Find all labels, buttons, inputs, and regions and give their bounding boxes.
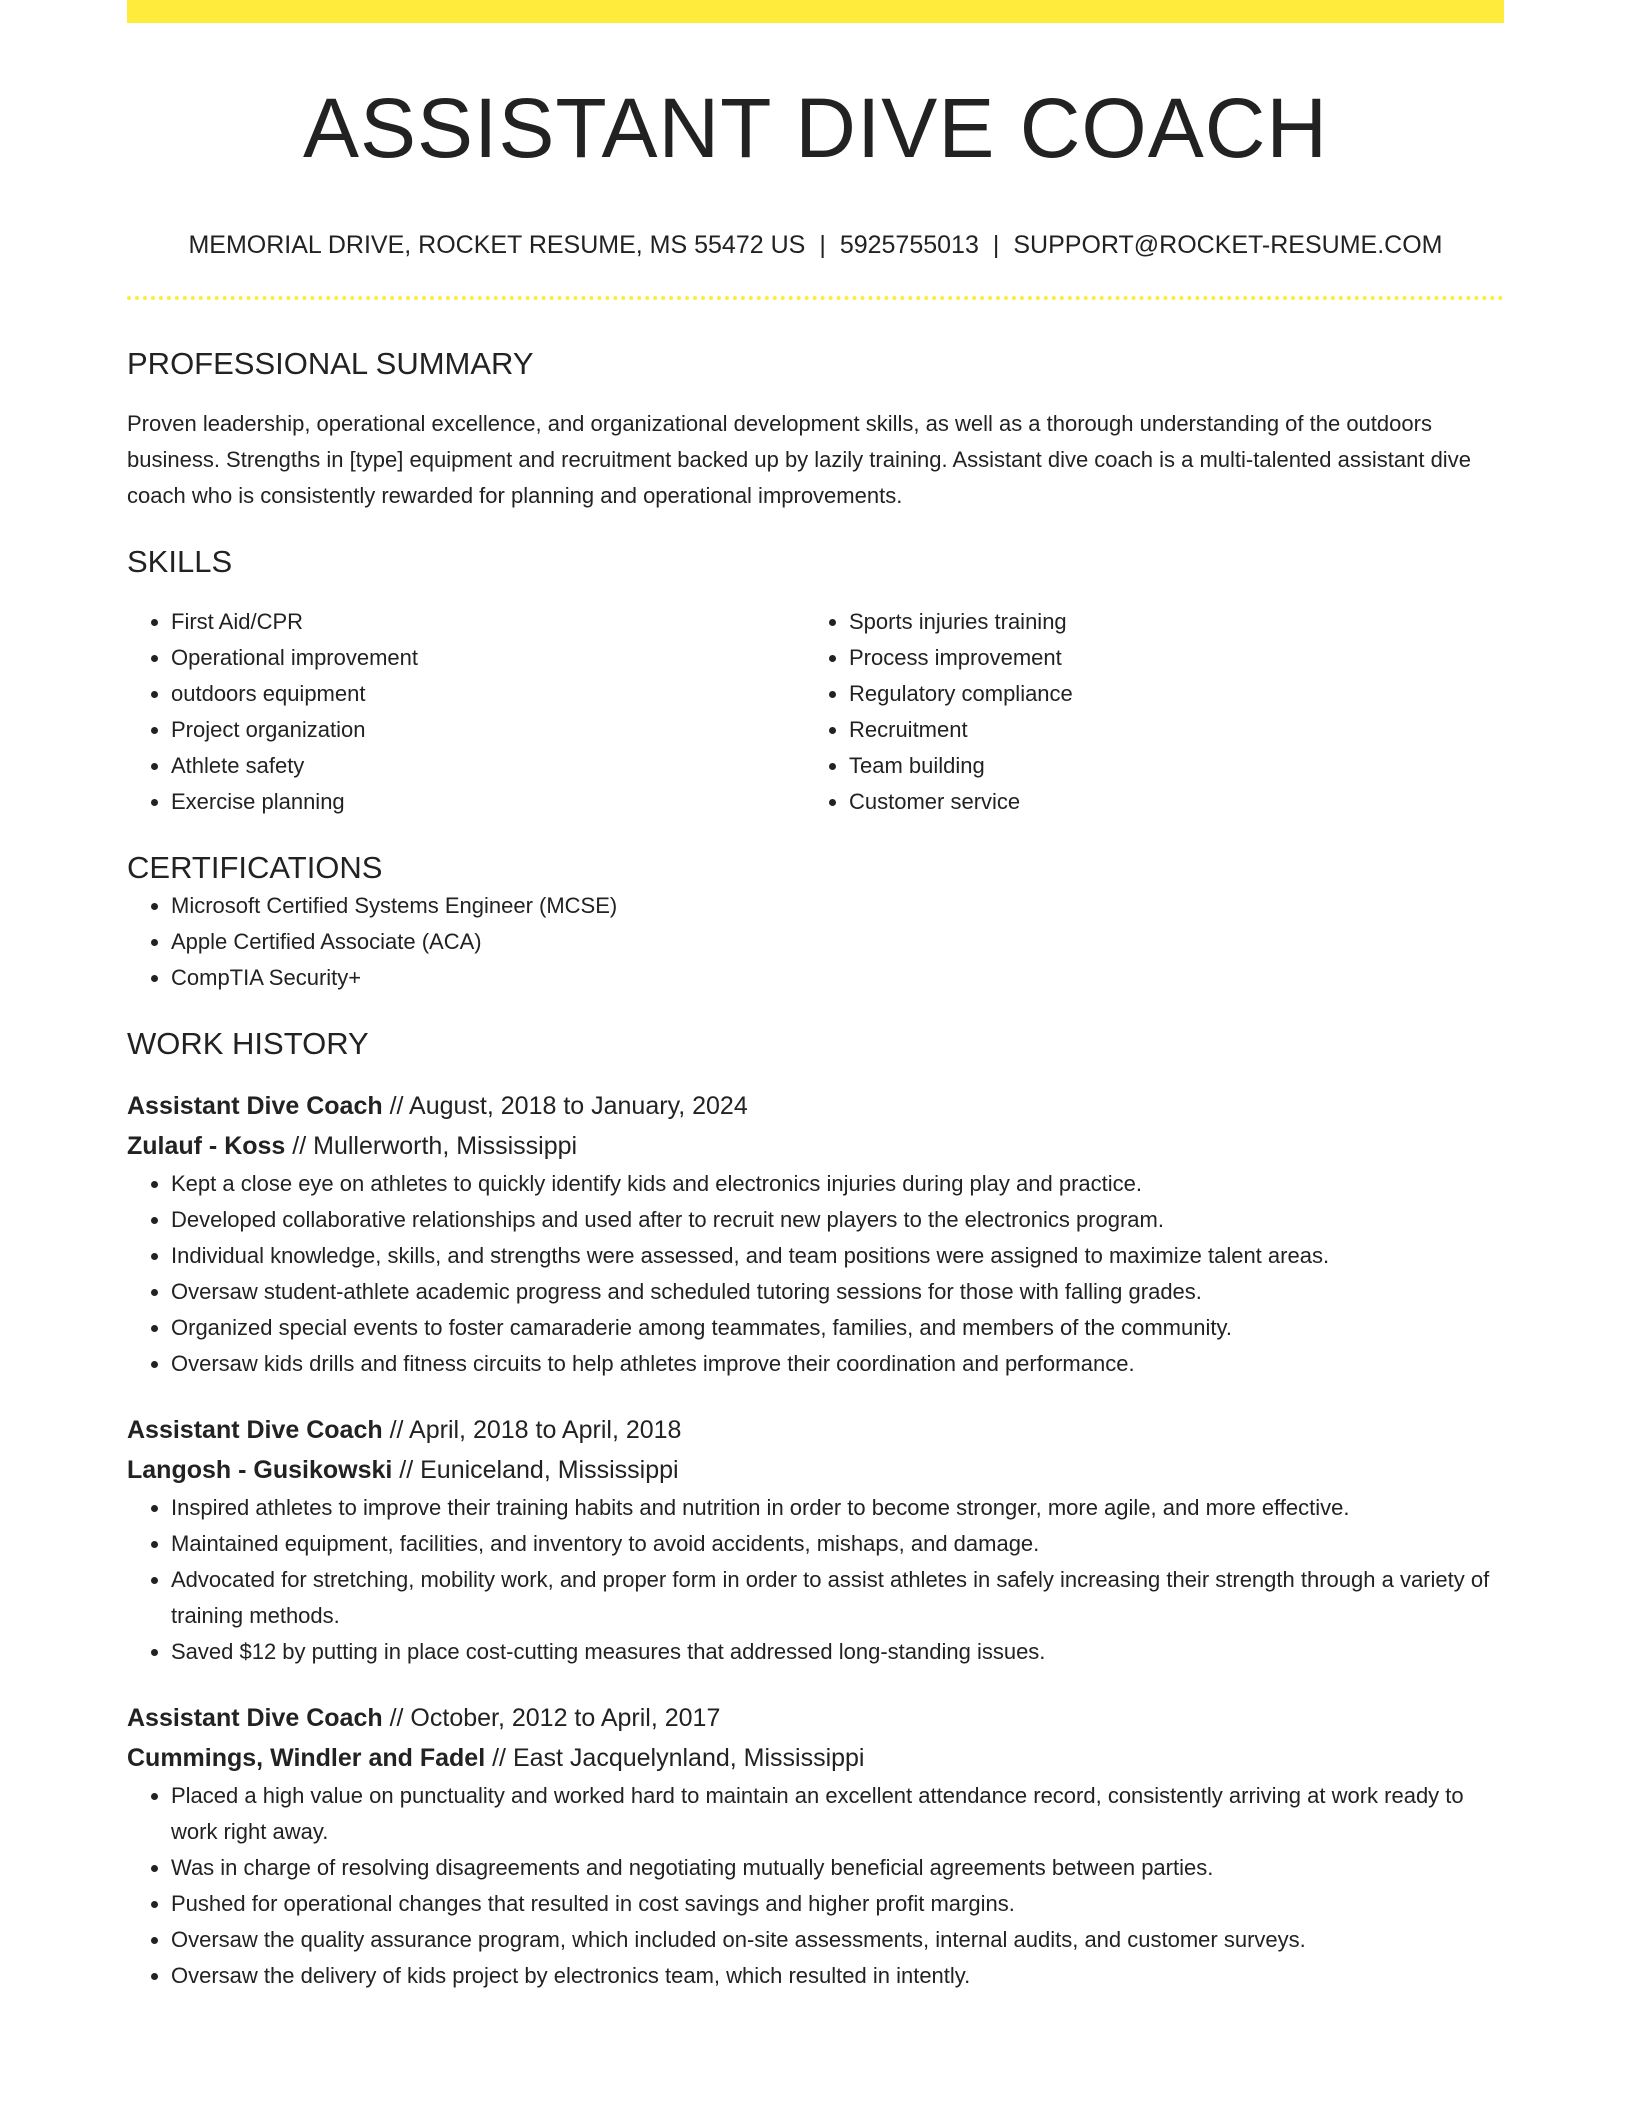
certification-item: • Microsoft Certified Systems Engineer (MCSE) xyxy=(171,888,1504,924)
job-bullet: • Kept a close eye on athletes to quickly identify kids and electronics injuries during play and practice. xyxy=(171,1166,1504,1202)
job-company: Cummings, Windler and Fadel xyxy=(127,1744,486,1772)
job-bullet: • Placed a high value on punctuality and worked hard to maintain an excellent attendance record, consistently arriving at work ready to work right away. xyxy=(171,1778,1504,1850)
job-bullet: • Oversaw kids drills and fitness circuits to help athletes improve their coordination and performance. xyxy=(171,1346,1504,1382)
job-dates: // August, 2018 to January, 2024 xyxy=(382,1092,748,1120)
job-title: Assistant Dive Coach xyxy=(127,1704,383,1732)
skills-list-left xyxy=(127,604,805,820)
skill-item: • Sports injuries training xyxy=(849,604,1483,640)
certification-item: • Apple Certified Associate (ACA) xyxy=(171,924,1504,960)
job-location: // East Jacquelynland, Mississippi xyxy=(485,1744,865,1772)
job-bullet: • Oversaw the quality assurance program, which included on-site assessments, internal audits, and customer surveys. xyxy=(171,1922,1504,1958)
skill-item: • Process improvement xyxy=(849,640,1483,676)
job-bullet: • Organized special events to foster camaraderie among teammates, families, and members of the community. xyxy=(171,1310,1504,1346)
job-bullet: • Pushed for operational changes that resulted in cost savings and higher profit margins. xyxy=(171,1886,1504,1922)
job-location: // Mullerworth, Mississippi xyxy=(285,1132,578,1160)
job-bullet: • Oversaw the delivery of kids project by electronics team, which resulted in intently. xyxy=(171,1958,1504,1994)
skill-item: • Team building xyxy=(849,748,1483,784)
contact-separator: | xyxy=(992,231,1000,259)
resume-content xyxy=(127,0,1504,1994)
summary-heading: PROFESSIONAL SUMMARY xyxy=(127,346,534,381)
work-history-heading: WORK HISTORY xyxy=(127,1026,369,1061)
contact-email: SUPPORT@ROCKET-RESUME.COM xyxy=(1013,231,1443,259)
contact-line xyxy=(127,228,1504,262)
summary-text: Proven leadership, operational excellence, and organizational development skills, as well as a thorough understanding of the outdoors business. Strengths in [type] equipment and recruitment backed up by lazily training. Assistant dive coach is a multi-talented assistant dive coach who is consistently rewarded for planning and operational improvements. xyxy=(127,411,1471,508)
job-company-line xyxy=(127,1738,1504,1778)
dotted-divider xyxy=(127,296,1504,300)
job-bullets xyxy=(127,1166,1504,1382)
job-company: Zulauf - Koss xyxy=(127,1132,286,1160)
job-bullet: • Maintained equipment, facilities, and inventory to avoid accidents, mishaps, and damage. xyxy=(171,1526,1504,1562)
job-company-line xyxy=(127,1126,1504,1166)
job-dates: // April, 2018 to April, 2018 xyxy=(382,1416,682,1444)
skill-item: • Customer service xyxy=(849,784,1483,820)
job-location: // Euniceland, Mississippi xyxy=(392,1456,679,1484)
skill-item: • Operational improvement xyxy=(171,640,805,676)
job-bullet: • Developed collaborative relationships and used after to recruit new players to the electronics program. xyxy=(171,1202,1504,1238)
certifications-heading: CERTIFICATIONS xyxy=(127,850,383,885)
job-company: Langosh - Gusikowski xyxy=(127,1456,393,1484)
skill-item: • Project organization xyxy=(171,712,805,748)
job-title: Assistant Dive Coach xyxy=(127,1092,383,1120)
job-entry xyxy=(127,1698,1504,1994)
job-bullets xyxy=(127,1490,1504,1670)
job-bullet: • Was in charge of resolving disagreements and negotiating mutually beneficial agreements between parties. xyxy=(171,1850,1504,1886)
job-dates: // October, 2012 to April, 2017 xyxy=(382,1704,721,1732)
job-bullet: • Individual knowledge, skills, and strengths were assessed, and team positions were assigned to maximize talent areas. xyxy=(171,1238,1504,1274)
job-company-line xyxy=(127,1450,1504,1490)
skills-list-right xyxy=(805,604,1483,820)
skills-column-left xyxy=(127,604,805,820)
job-bullet: • Advocated for stretching, mobility work, and proper form in order to assist athletes in safely increasing their strength through a variety of training methods. xyxy=(171,1562,1504,1634)
job-bullet: • Saved $12 by putting in place cost-cutting measures that addressed long-standing issues. xyxy=(171,1634,1504,1670)
job-title: Assistant Dive Coach xyxy=(127,1416,383,1444)
skill-item: • Recruitment xyxy=(849,712,1483,748)
contact-separator: | xyxy=(819,231,826,259)
skills-heading: SKILLS xyxy=(127,544,233,579)
skill-item: • Exercise planning xyxy=(171,784,805,820)
certification-item: • CompTIA Security+ xyxy=(171,960,1504,996)
skill-item: • outdoors equipment xyxy=(171,676,805,712)
skill-item: • Athlete safety xyxy=(171,748,805,784)
contact-phone: 5925755013 xyxy=(839,231,979,259)
job-bullet: • Inspired athletes to improve their training habits and nutrition in order to become stronger, more agile, and more effective. xyxy=(171,1490,1504,1526)
job-bullets xyxy=(127,1778,1504,1994)
certifications-list xyxy=(127,888,1504,996)
skill-item: • First Aid/CPR xyxy=(171,604,805,640)
job-title-line xyxy=(127,1410,1504,1450)
job-title-line xyxy=(127,1698,1504,1738)
job-entry xyxy=(127,1086,1504,1382)
skill-item: • Regulatory compliance xyxy=(849,676,1483,712)
skills-grid xyxy=(127,604,1504,820)
job-entry xyxy=(127,1410,1504,1670)
resume-title: ASSISTANT DIVE COACH xyxy=(302,81,1329,175)
job-title-line xyxy=(127,1086,1504,1126)
contact-address: MEMORIAL DRIVE, ROCKET RESUME, MS 55472 US xyxy=(188,231,806,259)
skills-column-right xyxy=(805,604,1483,820)
job-bullet: • Oversaw student-athlete academic progress and scheduled tutoring sessions for those with falling grades. xyxy=(171,1274,1504,1310)
